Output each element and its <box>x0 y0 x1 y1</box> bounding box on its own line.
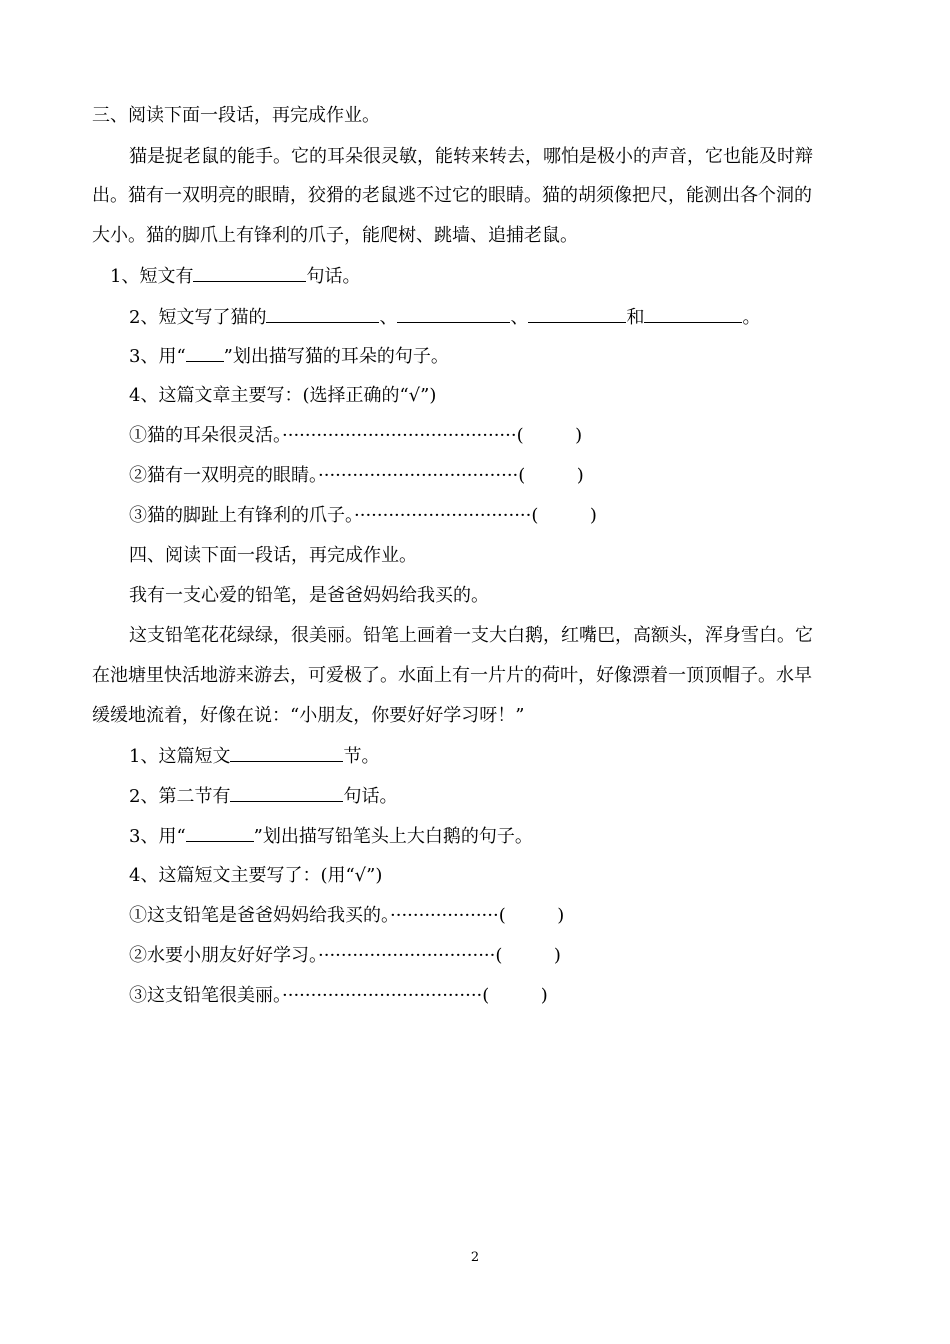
leader-dots: ··································· <box>318 465 519 486</box>
q-text: 3、用“ <box>129 346 186 367</box>
section3-heading: 三、阅读下面一段话，再完成作业。 <box>92 105 380 126</box>
answer-paren[interactable]: ( ) <box>498 905 565 926</box>
q-text: 句话。 <box>343 786 398 807</box>
section4-passage-line-3: 缓缓地流着，好像在说：“小朋友，你要好好学习呀！” <box>92 705 525 726</box>
answer-blank[interactable] <box>397 306 510 323</box>
section3-passage-line-2: 出。猫有一双明亮的眼睛，狡猾的老鼠逃不过它的眼睛。猫的胡须像把尺，能测出各个洞的 <box>92 185 812 206</box>
section4-question-1 <box>129 745 379 768</box>
section3-question-4: 4、这篇文章主要写：(选择正确的“√”) <box>129 385 437 406</box>
option-text: ②水要小朋友好好学习。 <box>129 945 318 966</box>
section4-question-3 <box>129 825 533 848</box>
answer-blank[interactable] <box>186 345 224 362</box>
leader-dots: ········································· <box>282 425 517 446</box>
option-text: ①猫的耳朵很灵活。 <box>129 425 282 446</box>
separator: 、 <box>379 307 398 328</box>
q-text: 节。 <box>343 746 380 767</box>
answer-blank[interactable] <box>186 825 254 842</box>
q-text: 3、用“ <box>129 826 186 847</box>
option-text: ②猫有一双明亮的眼睛。 <box>129 465 318 486</box>
option-text: ③猫的脚趾上有锋利的爪子。 <box>129 505 354 526</box>
option-text: ③这支铅笔很美丽。 <box>129 985 282 1006</box>
answer-blank[interactable] <box>230 785 343 802</box>
section3-passage-line-3: 大小。猫的脚爪上有锋利的爪子，能爬树、跳墙、追捕老鼠。 <box>92 225 578 246</box>
answer-blank[interactable] <box>528 306 626 323</box>
answer-blank[interactable] <box>230 745 343 762</box>
answer-blank[interactable] <box>193 265 306 282</box>
section4-question-4: 4、这篇短文主要写了：(用“√”) <box>129 865 383 886</box>
section4-question-2 <box>129 785 397 808</box>
section4-option-2[interactable] <box>129 945 561 967</box>
answer-paren[interactable]: ( ) <box>518 465 584 486</box>
section4-option-3[interactable] <box>129 985 548 1007</box>
answer-blank[interactable] <box>266 306 379 323</box>
section4-passage-line-2: 在池塘里快活地游来游去，可爱极了。水面上有一片片的荷叶，好像漂着一顶顶帽子。水早 <box>92 665 812 686</box>
section3-option-2[interactable] <box>129 465 584 487</box>
page-number: 2 <box>470 1250 480 1265</box>
leader-dots: ··················· <box>390 905 499 926</box>
section4-passage-line-1: 这支铅笔花花绿绿，很美丽。铅笔上画着一支大白鹅，红嘴巴，高额头，浑身雪白。它 <box>129 625 813 646</box>
section3-question-3 <box>129 345 449 368</box>
separator: 、 <box>510 307 529 328</box>
q-text: 1、短文有 <box>110 266 194 287</box>
section3-option-1[interactable] <box>129 425 582 447</box>
answer-paren[interactable]: ( ) <box>531 505 597 526</box>
section3-question-1 <box>110 265 360 288</box>
leader-dots: ······························· <box>318 945 496 966</box>
q-text: 2、第二节有 <box>129 786 231 807</box>
q-text: ”划出描写猫的耳朵的句子。 <box>223 346 449 367</box>
section3-option-3[interactable] <box>129 505 597 527</box>
period: 。 <box>742 307 761 328</box>
section4-heading: 四、阅读下面一段话，再完成作业。 <box>129 545 417 566</box>
section4-option-1[interactable] <box>129 905 564 927</box>
section3-passage-line-1: 猫是捉老鼠的能手。它的耳朵很灵敏，能转来转去，哪怕是极小的声音，它也能及时辩 <box>129 146 813 167</box>
leader-dots: ··································· <box>282 985 483 1006</box>
q-text: ”划出描写铅笔头上大白鹅的句子。 <box>253 826 533 847</box>
q-text: 2、短文写了猫的 <box>129 307 267 328</box>
answer-paren[interactable]: ( ) <box>516 425 583 446</box>
section4-paragraph-1: 我有一支心爱的铅笔，是爸爸妈妈给我买的。 <box>129 585 489 606</box>
answer-paren[interactable]: ( ) <box>482 985 548 1006</box>
conjunction: 和 <box>626 307 645 328</box>
q-text: 句话。 <box>306 266 361 287</box>
section3-question-2 <box>129 306 760 329</box>
leader-dots: ······························· <box>354 505 532 526</box>
answer-blank[interactable] <box>644 306 742 323</box>
option-text: ①这支铅笔是爸爸妈妈给我买的。 <box>129 905 390 926</box>
answer-paren[interactable]: ( ) <box>495 945 561 966</box>
q-text: 1、这篇短文 <box>129 746 231 767</box>
